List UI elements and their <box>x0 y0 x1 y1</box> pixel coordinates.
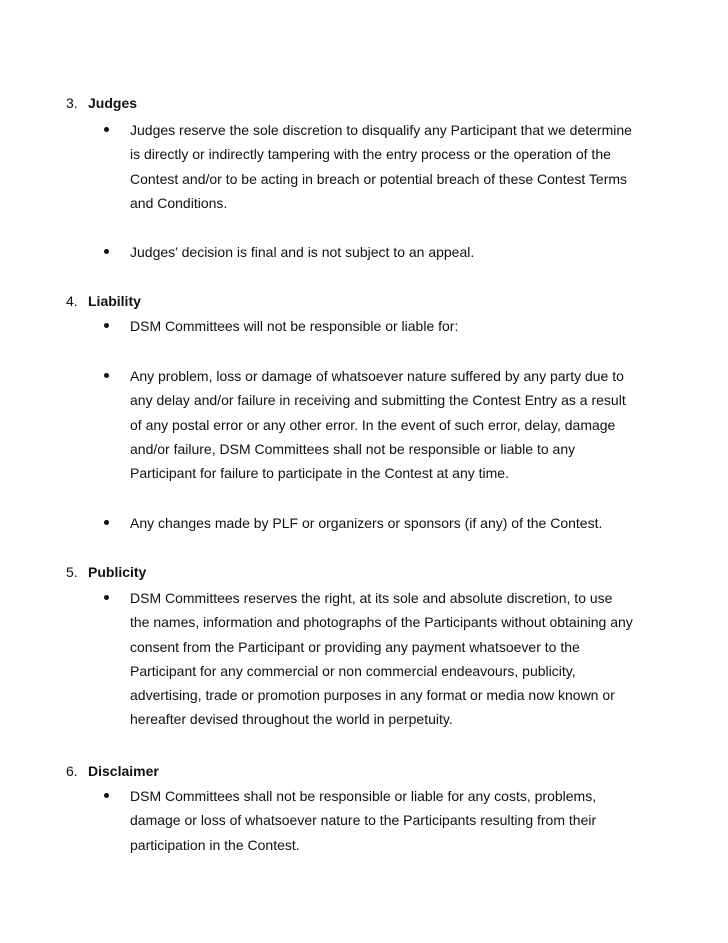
bullet-icon <box>104 127 109 132</box>
list-item-text: DSM Committees reserves the right, at its sole and absolute discretion, to use the names, information and photographs of the Participants without obtaining any consent from the Participant or providing any payment whatsoever to the Participant for any commercial or non commercial endeavours, publicity, advertising, trade or promotion purposes in any format or media now known or hereafter devised throughout the world in perpetuity. <box>130 590 633 728</box>
section-title: Disclaimer <box>88 763 159 779</box>
bullet-icon <box>104 323 109 328</box>
section-heading-disclaimer <box>66 759 159 783</box>
bullet-icon <box>104 373 109 378</box>
bullet-icon <box>104 595 109 600</box>
section-number: 6. <box>66 763 78 779</box>
section-heading-judges <box>66 91 137 115</box>
list-item <box>104 314 644 338</box>
list-item-text: DSM Committees will not be responsible or liable for: <box>130 318 459 334</box>
list-item <box>104 118 644 215</box>
section-number: 4. <box>66 293 78 309</box>
bullet-icon <box>104 520 109 525</box>
section-number: 3. <box>66 95 78 111</box>
list-item-text: Judges’ decision is final and is not subject to an appeal. <box>130 244 475 260</box>
section-number: 5. <box>66 564 78 580</box>
section-title: Judges <box>88 95 138 111</box>
list-item-text: Any changes made by PLF or organizers or sponsors (if any) of the Contest. <box>130 515 603 531</box>
list-item <box>104 784 644 857</box>
list-item <box>104 586 644 732</box>
section-title: Liability <box>88 293 141 309</box>
list-item <box>104 364 644 485</box>
list-item <box>104 240 644 264</box>
list-item-text: Any problem, loss or damage of whatsoever nature suffered by any party due to any delay and/or failure in receiving and submitting the Contest Entry as a result of any postal error or any other error. In the event of such error, delay, damage and/or failure, DSM Committees shall not be responsible or liable to any Participant for failure to participate in the Contest at any time. <box>130 368 626 482</box>
section-heading-liability <box>66 289 141 313</box>
list-item <box>104 511 644 535</box>
section-title: Publicity <box>88 564 147 580</box>
bullet-icon <box>104 249 109 254</box>
bullet-icon <box>104 793 109 798</box>
list-item-text: DSM Committees shall not be responsible or liable for any costs, problems, damage or loss of whatsoever nature to the Participants resulting from their participation in the Contest. <box>130 788 597 853</box>
section-heading-publicity <box>66 560 146 584</box>
list-item-text: Judges reserve the sole discretion to disqualify any Participant that we determine is directly or indirectly tampering with the entry process or the operation of the Contest and/or to be acting in breach or potential breach of these Contest Terms and Conditions. <box>130 122 632 211</box>
